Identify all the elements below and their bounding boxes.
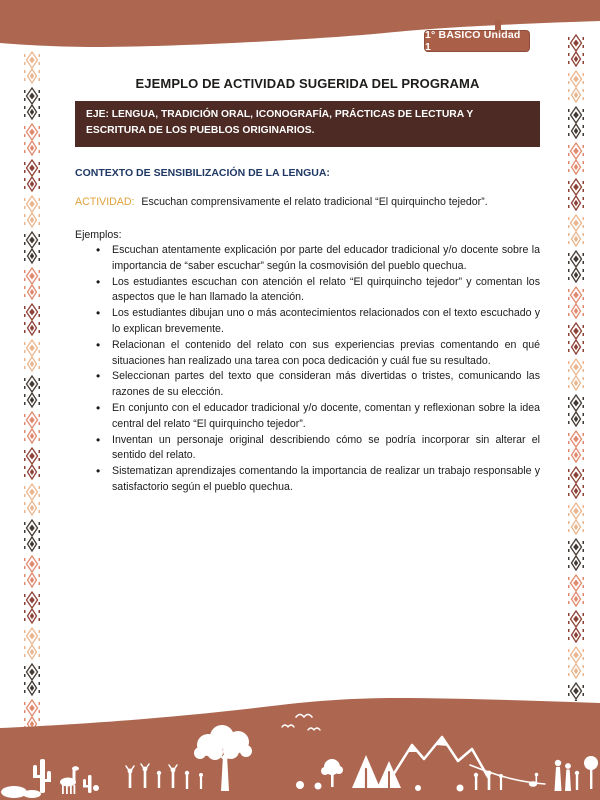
list-item: • Seleccionan partes del texto que consideran más divertidas o tristes, comunicando las razones de su elección.	[75, 369, 540, 401]
list-item: • Relacionan el contenido del relato con sus experiencias previas comentando en qué situaciones han realizado una tarea con poca dedicación y cuál fue su resultado.	[75, 338, 540, 370]
unit-badge-label: 1° BÁSICO Unidad 1	[425, 29, 521, 53]
page-title: EJEMPLO DE ACTIVIDAD SUGERIDA DEL PROGRAMA	[135, 76, 480, 91]
left-border-pattern	[24, 50, 40, 728]
list-item: • Sistematizan aprendizajes comentando la importancia de realizar un trabajo responsable y satisfactorio según el pueblo quechua.	[75, 464, 540, 496]
examples-list	[75, 243, 540, 496]
activity-text: Escuchan comprensivamente el relato tradicional “El quirquincho tejedor”.	[141, 196, 488, 208]
examples-label: Ejemplos:	[75, 229, 122, 241]
unit-badge	[424, 30, 530, 52]
eje-banner-text: EJE: LENGUA, TRADICIÓN ORAL, ICONOGRAFÍA, PRÁCTICAS DE LECTURA Y ESCRITURA DE LOS PUEBLOS ORIGINARIOS.	[86, 109, 474, 137]
landscape-illustration	[0, 695, 600, 800]
list-item: • Escuchan atentamente explicación por parte del educador tradicional y/o docente sobre la importancia de “saber escuchar” según la cosmovisión del pueblo quechua.	[75, 243, 540, 275]
list-item: • En conjunto con el educador tradicional y/o docente, comentan y reflexionan sobre la idea central del relato “El quirquincho tejedor”.	[75, 401, 540, 433]
eje-banner	[75, 101, 540, 147]
activity-line	[75, 196, 540, 208]
list-item: • Inventan un personaje original describiendo cómo se podría incorporar sin alterar el sentido del relato.	[75, 433, 540, 465]
list-item: • Los estudiantes dibujan uno o más acontecimientos relacionados con el texto escuchado y lo explican brevemente.	[75, 306, 540, 338]
list-item: • Los estudiantes escuchan con atención el relato “El quirquincho tejedor” y comentan los aspectos que le han llamado la atención.	[75, 275, 540, 307]
activity-label: ACTIVIDAD:	[75, 196, 135, 208]
right-border-pattern	[568, 33, 584, 701]
context-heading: CONTEXTO DE SENSIBILIZACIÓN DE LA LENGUA:	[75, 167, 330, 179]
